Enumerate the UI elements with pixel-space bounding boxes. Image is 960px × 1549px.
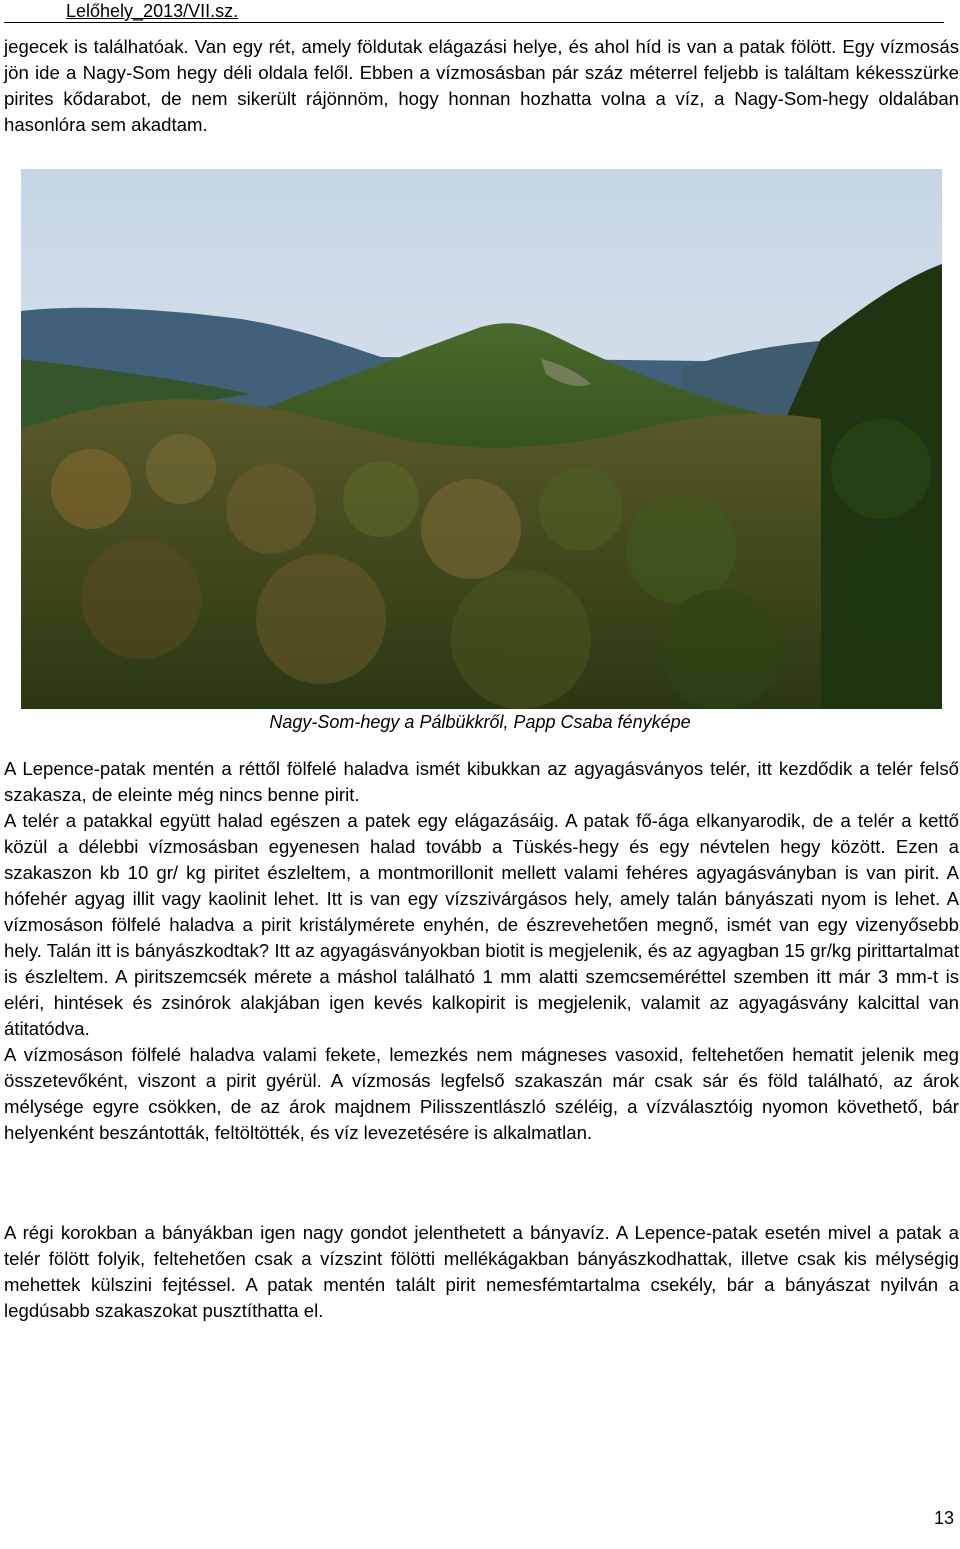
paragraph-bányaviz: A régi korokban a bányákban igen nagy gondot jelenthetett a bányavíz. A Lepence-patak esetén mivel a patak a telér fölött folyik, feltehetően csak a vízszint fölötti mellékágakban bányászkodhattak, illetve csak kis mélységig mehettek külszini fejtéssel. A patak mentén talált pirit nemesfémtartalma csekély, bár a bányászat nyilván a legdúsabb szakaszokat pusztíthatta el. (4, 1222, 959, 1321)
paragraph-teler: A telér a patakkal együtt halad egészen a patek egy elágazásáig. A patak fő-ága elkanyarodik, de a telér a kettő közül a délebbi vízmosásban egyenesen halad tovább a Tüskés-hegy és egy névtelen hegy között. Ezen a szakaszon kb 10 gr/ kg piritet észleltem, a montmorillonit mellett valami fehéres agyagásványban is van pirit. A hófehér agyag illit vagy kaolinit lehet. Itt is van egy vízszivárgásos hely, amely talán bányászati nyom is lehet. A vízmosáson fölfelé haladva a pirit kristálymérete enyhén, de észrevehetően megnő, ismét van egy vizenyősebb hely. Talán itt is bányászkodtak? Itt az agyagásványokban biotit is megjelenik, és az agyagban 15 gr/kg pirittartalmat is észleltem. A piritszemcsék mérete a máshol található 1 mm alatti szemcseméréttel szemben itt már 3 mm-t is eléri, hintések és zsinórok alakjában igen kevés kalkopirit is megjelenik, valamit az agyagásvány kalcittal van átitatódva. (4, 810, 959, 1039)
paragraph-intro: jegecek is találhatóak. Van egy rét, amely földutak elágazási helye, és ahol híd is van a patak fölött. Egy vízmosás jön ide a Nagy-Som hegy déli oldala felől. Ebben a vízmosásban pár száz méterrel feljebb is találtam kékesszürke pirites kődarabot, de nem sikerült rájönnöm, hogy honnan hozhatta volna a víz, a Nagy-Som-hegy oldalában hasonlóra sem akadtam. (4, 36, 959, 135)
landscape-photo (21, 169, 942, 709)
page-number: 13 (933, 1508, 954, 1528)
paragraph-block-main (4, 756, 959, 1146)
header-title: Lelőhely_2013/VII.sz. (66, 1, 239, 21)
paragraph-lepence: A Lepence-patak mentén a réttől fölfelé haladva ismét kibukkan az agyagásványos telér, itt kezdődik a telér felső szakasza, de eleinte még nincs benne pirit. (4, 758, 959, 805)
page-header (4, 0, 944, 23)
paragraph-vizmosas: A vízmosáson fölfelé haladva valami fekete, lemezkés nem mágneses vasoxid, feltehetően hematit jelenik meg összetevőként, viszont a pirit gyérül. A vízmosás legfelső szakaszán már csak sár és föld található, az árok mélysége egyre csökken, de az árok majdnem Pilisszentlászló széléig, a vízválasztóig nyomon követhető, bár helyenként beszántották, feltöltötték, és víz levezetésére is alkalmatlan. (4, 1044, 959, 1143)
photo-caption: Nagy-Som-hegy a Pálbükkről, Papp Csaba fényképe (269, 712, 691, 732)
